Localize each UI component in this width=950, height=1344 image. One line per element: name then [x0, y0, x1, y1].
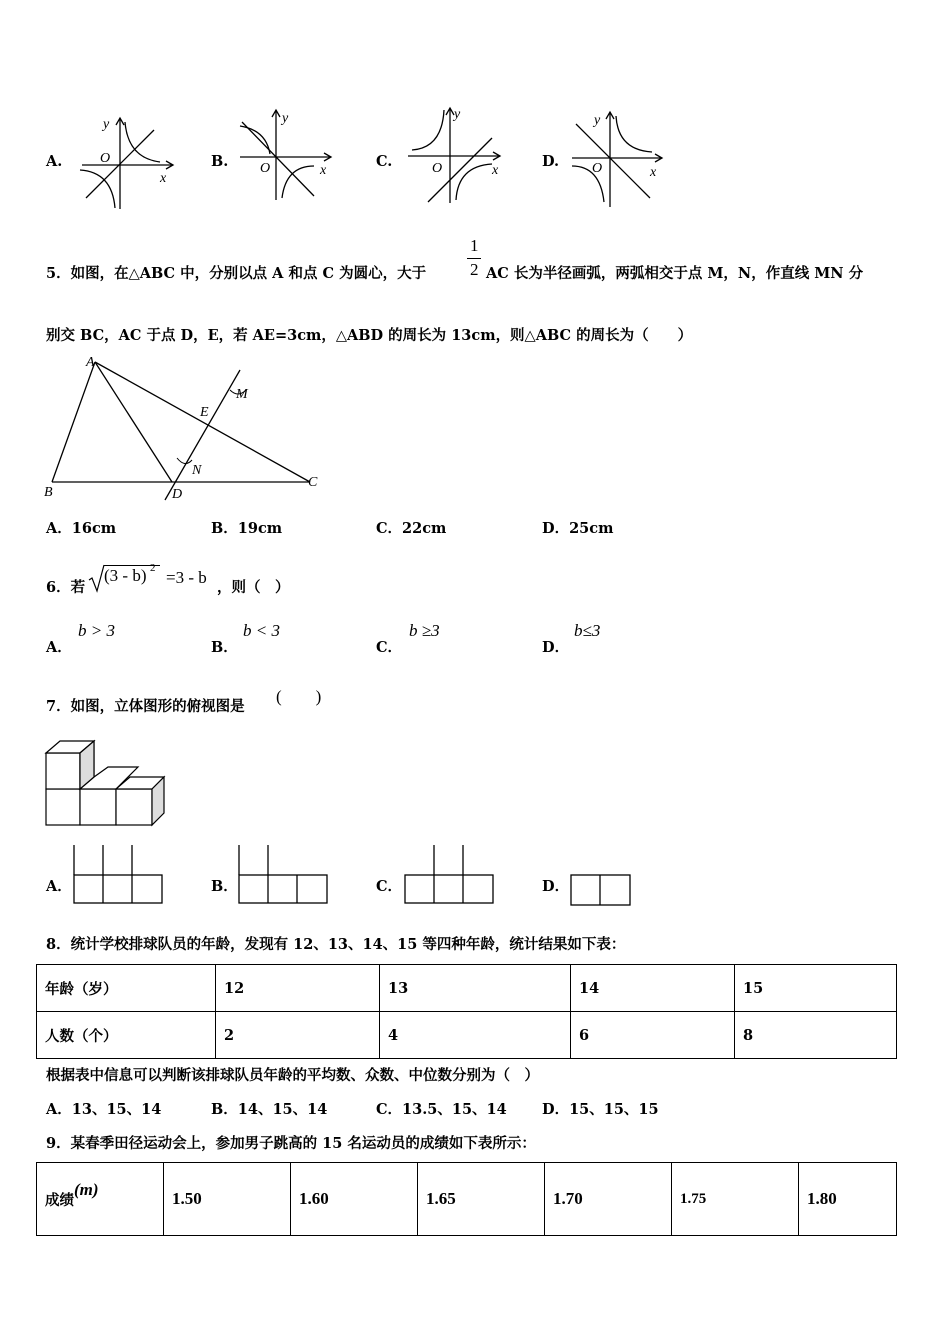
q6-exponent: 2	[150, 562, 156, 574]
q8-cell: 14	[571, 965, 735, 1012]
q4-c-x: x	[492, 163, 499, 178]
q5-text-part1: 5．如图，在△ABC 中，分别以点 A 和点 C 为圆心，大于	[46, 265, 427, 282]
q4-option-b-graph[interactable]	[236, 108, 336, 208]
q8-age-table	[36, 964, 897, 1059]
q4-c-y: y	[454, 107, 461, 122]
q8-cell: 人数（个）	[37, 1012, 216, 1059]
q6-option-a-value[interactable]: b > 3	[78, 621, 115, 640]
q6-expr-inside: (3 - b)	[104, 566, 147, 585]
q9-text: 9．某春季田径运动会上，参加男子跳高的 15 名运动员的成绩如下表所示：	[46, 1135, 536, 1152]
q8-option-c[interactable]: C．13.5、15、14	[376, 1101, 507, 1118]
q8-row-age	[37, 965, 897, 1012]
q8-option-b[interactable]: B．14、15、14	[211, 1101, 328, 1118]
q5-label-e: E	[200, 405, 209, 420]
q9-cell: 1.65	[418, 1163, 545, 1236]
q5-option-d[interactable]: D．25cm	[542, 520, 614, 537]
q9-header-unit: (m)	[74, 1179, 99, 1199]
q6-option-b-letter[interactable]: B．	[211, 639, 238, 656]
q9-cell: 1.60	[291, 1163, 418, 1236]
q4-c-o: O	[432, 161, 443, 176]
q5-option-c[interactable]: C．22cm	[376, 520, 447, 537]
q4-option-c-letter[interactable]: C.	[376, 153, 393, 170]
q5-label-a: A	[86, 355, 95, 370]
q6-option-c-letter[interactable]: C．	[376, 639, 403, 656]
q7-option-b-letter[interactable]: B．	[211, 878, 238, 895]
q6-expr-rhs: =3 - b	[166, 568, 207, 587]
q4-d-y: y	[594, 113, 601, 128]
q9-cell: 1.75	[672, 1163, 799, 1236]
q7-option-a-figure[interactable]	[72, 845, 164, 907]
q6-option-c-value[interactable]: b ≥3	[409, 621, 440, 640]
q8-text: 8．统计学校排球队员的年龄，发现有 12、13、14、15 等四种年龄，统计结果如下表：	[46, 936, 626, 953]
q4-option-b-letter[interactable]: B.	[211, 153, 229, 170]
q8-cell: 6	[571, 1012, 735, 1059]
q5-label-c: C	[308, 475, 318, 490]
q8-option-a[interactable]: A．13、15、14	[46, 1101, 162, 1118]
q7-option-c-figure[interactable]	[403, 845, 495, 907]
q6-suffix: ，则（ ）	[217, 579, 290, 596]
q7-option-a-letter[interactable]: A．	[46, 878, 72, 895]
q8-cell: 15	[735, 965, 897, 1012]
q7-option-b-figure[interactable]	[237, 845, 329, 907]
q7-option-d-letter[interactable]: D．	[542, 878, 570, 895]
q7-option-d-figure[interactable]	[569, 872, 633, 908]
q4-option-d-graph[interactable]	[570, 108, 670, 210]
q6-option-a-letter[interactable]: A．	[46, 639, 72, 656]
q7-paren: ( )	[276, 687, 322, 706]
q4-option-a-graph[interactable]	[78, 112, 178, 212]
q6-option-d-letter[interactable]: D．	[542, 639, 570, 656]
q4-a-x: x	[160, 171, 167, 186]
q7-option-c-letter[interactable]: C．	[376, 878, 403, 895]
q5-frac-bar	[467, 258, 481, 259]
q4-d-x: x	[650, 165, 657, 180]
q9-cell: 1.50	[164, 1163, 291, 1236]
q4-a-o: O	[100, 151, 111, 166]
q6-option-b-value[interactable]: b < 3	[243, 621, 280, 640]
q8-question: 根据表中信息可以判断该排球队员年龄的平均数、众数、中位数分别为（ ）	[46, 1067, 539, 1084]
q4-b-x: x	[320, 163, 327, 178]
q8-cell: 4	[380, 1012, 571, 1059]
q5-text-line2: 别交 BC，AC 于点 D，E，若 AE=3cm，△ABD 的周长为 13cm，则△ABC 的周长为（ ）	[46, 327, 693, 344]
q7-text: 7．如图，立体图形的俯视图是	[46, 698, 245, 715]
q7-3d-figure	[40, 735, 170, 830]
q4-b-o: O	[260, 161, 271, 176]
q8-cell: 年龄（岁）	[37, 965, 216, 1012]
q5-label-b: B	[44, 485, 53, 500]
q9-header-label: 成绩	[45, 1191, 74, 1209]
q5-option-b[interactable]: B．19cm	[211, 520, 283, 537]
q4-b-y: y	[282, 111, 289, 126]
q8-cell: 13	[380, 965, 571, 1012]
q4-option-a-letter[interactable]: A.	[46, 153, 63, 170]
q4-d-o: O	[592, 161, 603, 176]
q8-cell: 8	[735, 1012, 897, 1059]
q9-score-table	[36, 1162, 897, 1236]
q5-triangle-figure	[40, 350, 340, 505]
q8-option-d[interactable]: D．15、15、15	[542, 1101, 659, 1118]
q9-row	[37, 1163, 897, 1236]
q8-cell: 2	[216, 1012, 380, 1059]
q5-frac-num: 1	[470, 236, 479, 255]
q4-option-d-letter[interactable]: D.	[542, 153, 560, 170]
q5-label-m: M	[236, 387, 248, 402]
q4-a-y: y	[103, 117, 110, 132]
q6-option-d-value[interactable]: b≤3	[574, 621, 601, 640]
q8-row-count	[37, 1012, 897, 1059]
q9-cell: 1.80	[799, 1163, 897, 1236]
q5-text-part2: AC 长为半径画弧，两弧相交于点 M，N，作直线 MN 分	[486, 265, 864, 282]
q5-option-a[interactable]: A．16cm	[46, 520, 117, 537]
q5-label-d: D	[172, 487, 183, 502]
q9-header-cell	[37, 1163, 164, 1236]
q5-frac-den: 2	[470, 260, 479, 279]
q6-prefix: 6．若	[46, 579, 86, 596]
q9-cell: 1.70	[545, 1163, 672, 1236]
q5-label-n: N	[192, 463, 202, 478]
q4-option-c-graph[interactable]	[404, 104, 504, 206]
q8-cell: 12	[216, 965, 380, 1012]
